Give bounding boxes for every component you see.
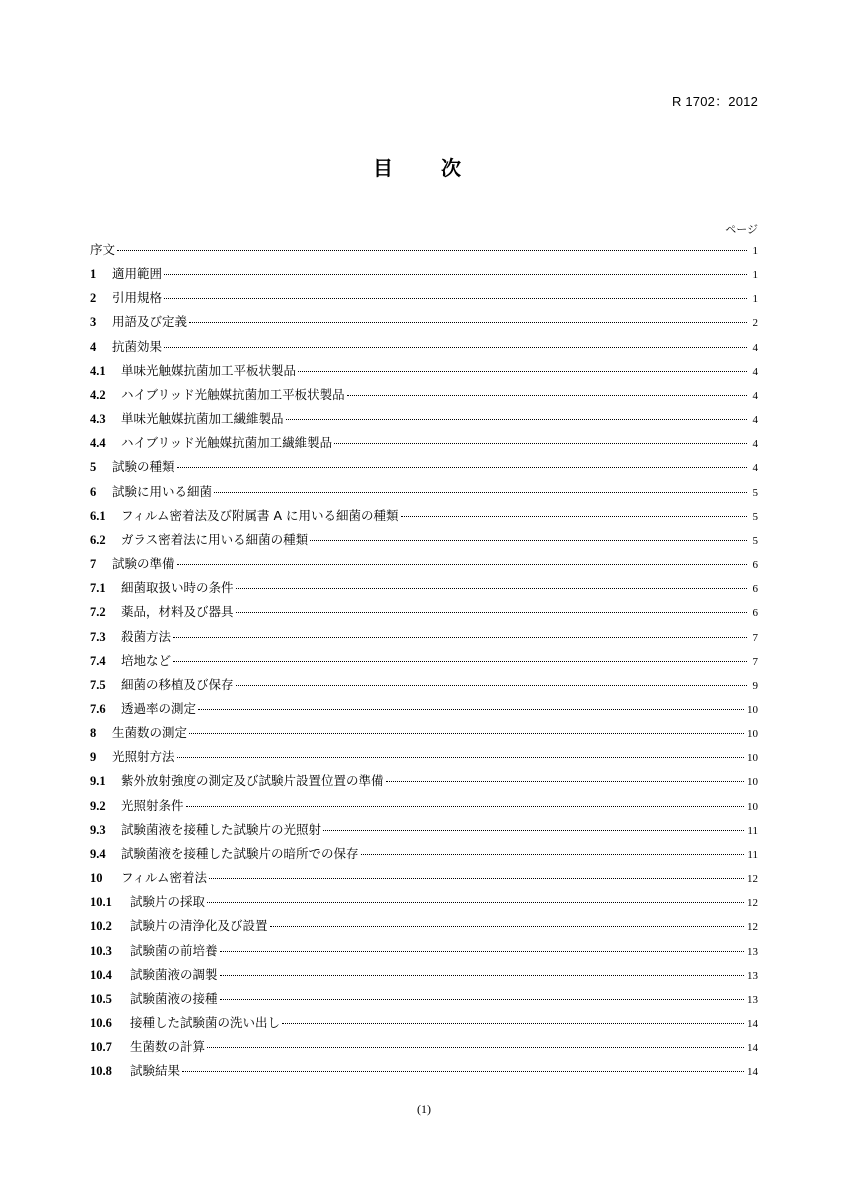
toc-entry-number: 4 (90, 339, 97, 354)
toc-entry-number: 5 (90, 460, 97, 475)
toc-entry-title: 細菌の移植及び保存 (121, 676, 234, 692)
toc-entry-number: 7.4 (90, 653, 106, 668)
toc-entry-title: 試験片の採取 (130, 894, 206, 910)
toc-entry-number: 6.1 (90, 508, 106, 523)
toc-entry-page: 13 (747, 969, 758, 982)
toc-entry-page: 10 (747, 752, 758, 765)
toc-dot-leader (209, 878, 744, 879)
toc-entry-title: 単味光触媒抗菌加工平板状製品 (121, 362, 297, 378)
toc-entry[interactable] (90, 868, 758, 892)
toc-entry-number: 9.3 (90, 822, 106, 837)
toc-entry[interactable] (90, 506, 758, 530)
toc-dot-leader (207, 902, 744, 903)
toc-entry-number: 4.1 (90, 363, 106, 378)
toc-dot-leader (361, 854, 745, 855)
toc-entry-number: 7.2 (90, 605, 106, 620)
toc-dot-leader (182, 1071, 744, 1072)
toc-entry[interactable] (90, 1061, 758, 1085)
toc-entry-page: 4 (752, 462, 758, 475)
toc-entry-page: 6 (752, 607, 758, 620)
toc-entry-title: 試験菌液の接種 (130, 990, 218, 1006)
toc-entry-page: 11 (747, 848, 758, 861)
toc-dot-leader (177, 757, 744, 758)
toc-entry[interactable] (90, 965, 758, 989)
toc-entry-page: 9 (752, 679, 758, 692)
toc-entry[interactable] (90, 820, 758, 844)
toc-entry-title: 序文 (90, 242, 116, 257)
toc-entry-page: 10 (747, 703, 758, 716)
toc-dot-leader (236, 685, 747, 686)
toc-entry[interactable] (90, 675, 758, 699)
toc-entry-page: 4 (752, 341, 758, 354)
toc-entry-page: 2 (752, 317, 758, 330)
toc-entry-number: 10.8 (90, 1064, 112, 1079)
toc-entry-number: 10.4 (90, 967, 112, 982)
toc-entry-number: 6.2 (90, 532, 106, 547)
toc-entry-number: 10 (90, 871, 103, 886)
toc-entry-number: 7.3 (90, 629, 106, 644)
toc-entry-title: 試験菌液を接種した試験片の暗所での保存 (121, 845, 359, 861)
toc-entry-number: 7.1 (90, 581, 106, 596)
toc-dot-leader (220, 999, 744, 1000)
toc-entry[interactable] (90, 385, 758, 409)
toc-entry-title: 試験片の清浄化及び設置 (130, 918, 268, 934)
toc-dot-leader (270, 926, 744, 927)
toc-dot-leader (310, 540, 747, 541)
toc-entry-title: フィルム密着法及び附属書 A に用いる細菌の種類 (121, 507, 399, 523)
toc-entry-title: 引用規格 (112, 290, 163, 306)
toc-entry-number: 7.6 (90, 701, 106, 716)
toc-entry[interactable] (90, 361, 758, 385)
toc-entry[interactable] (90, 457, 758, 481)
toc-dot-leader (177, 564, 747, 565)
toc-entry[interactable] (90, 240, 758, 264)
toc-dot-leader (186, 806, 744, 807)
toc-entry-title: 適用範囲 (112, 266, 163, 282)
toc-dot-leader (189, 322, 747, 323)
toc-dot-leader (198, 709, 744, 710)
table-of-contents (90, 240, 758, 1085)
toc-entry-page: 14 (747, 1042, 758, 1055)
toc-entry-page: 12 (747, 897, 758, 910)
toc-entry-number: 9.4 (90, 846, 106, 861)
toc-entry-page: 10 (747, 728, 758, 741)
toc-entry-page: 7 (752, 631, 758, 644)
toc-dot-leader (177, 467, 747, 468)
toc-entry-page: 14 (747, 1066, 758, 1079)
toc-dot-leader (207, 1047, 744, 1048)
toc-entry-number: 4.3 (90, 412, 106, 427)
toc-entry-page: 7 (752, 655, 758, 668)
toc-entry[interactable] (90, 482, 758, 506)
toc-dot-leader (236, 612, 747, 613)
toc-dot-leader (164, 298, 747, 299)
toc-dot-leader (334, 443, 747, 444)
toc-entry-page: 6 (752, 559, 758, 572)
toc-dot-leader (214, 492, 747, 493)
toc-entry-page: 1 (752, 293, 758, 306)
toc-entry-title: 接種した試験菌の洗い出し (130, 1015, 281, 1030)
toc-dot-leader (164, 347, 747, 348)
toc-entry-number: 10.3 (90, 943, 112, 958)
toc-entry-page: 14 (747, 1018, 758, 1030)
toc-entry-number: 7.5 (90, 677, 106, 692)
toc-entry-title: 試験菌液の調製 (130, 966, 218, 982)
toc-entry-page: 13 (747, 993, 758, 1006)
toc-entry-title: 試験の準備 (112, 556, 175, 572)
toc-entry-title: 試験の種類 (112, 459, 175, 475)
toc-entry-title: 試験に用いる細菌 (112, 483, 213, 499)
toc-entry-number: 2 (90, 291, 97, 306)
toc-entry-title: 生菌数の計算 (130, 1039, 206, 1055)
toc-dot-leader (401, 516, 748, 517)
toc-dot-leader (347, 395, 747, 396)
toc-entry-page: 11 (747, 824, 758, 837)
toc-entry-number: 10.6 (90, 1016, 112, 1030)
toc-entry-number: 9 (90, 750, 97, 765)
toc-entry-number: 4.2 (90, 387, 106, 402)
toc-entry-title: 薬品，材料及び器具 (121, 604, 234, 620)
toc-entry[interactable] (90, 288, 758, 312)
toc-entry-page: 1 (752, 269, 758, 282)
toc-entry[interactable] (90, 1037, 758, 1061)
toc-entry-title: 用語及び定義 (112, 314, 188, 330)
toc-entry-number: 1 (90, 267, 97, 282)
toc-entry[interactable] (90, 796, 758, 820)
page-title: 目 次 (373, 156, 475, 180)
toc-entry[interactable] (90, 602, 758, 626)
standard-code: R 1702：2012 (671, 94, 758, 109)
toc-dot-leader (164, 274, 747, 275)
toc-entry-page: 4 (752, 414, 758, 427)
toc-entry[interactable] (90, 433, 758, 457)
toc-entry-number: 7 (90, 557, 97, 572)
toc-dot-leader (286, 419, 747, 420)
toc-dot-leader (220, 975, 744, 976)
toc-dot-leader (189, 733, 744, 734)
toc-entry[interactable] (90, 989, 758, 1013)
toc-dot-leader (386, 781, 744, 782)
toc-entry-number: 3 (90, 315, 97, 330)
toc-entry-number: 9.1 (90, 774, 106, 789)
toc-entry[interactable] (90, 1013, 758, 1037)
toc-entry[interactable] (90, 651, 758, 675)
toc-entry-page: 5 (752, 534, 758, 547)
toc-entry[interactable] (90, 264, 758, 288)
toc-entry-page: 1 (752, 245, 758, 257)
toc-entry[interactable] (90, 699, 758, 723)
page-column-label: ページ (725, 223, 758, 236)
toc-entry-page: 6 (752, 583, 758, 596)
toc-entry[interactable] (90, 771, 758, 795)
toc-entry-title: 紫外放射強度の測定及び試験片設置位置の準備 (121, 773, 384, 789)
toc-dot-leader (173, 661, 747, 662)
toc-entry[interactable] (90, 578, 758, 602)
toc-entry[interactable] (90, 747, 758, 771)
toc-entry-page: 4 (752, 365, 758, 378)
toc-entry-title: 試験菌の前培養 (130, 942, 218, 958)
toc-entry-title: 透過率の測定 (121, 700, 197, 716)
toc-entry-page: 10 (747, 776, 758, 789)
toc-entry-page: 5 (752, 486, 758, 499)
toc-entry-title: 試験結果 (130, 1063, 181, 1079)
toc-entry-number: 6 (90, 484, 97, 499)
toc-entry-title: 光照射条件 (121, 797, 184, 813)
toc-entry-page: 4 (752, 389, 758, 402)
toc-entry-title: フィルム密着法 (121, 870, 208, 886)
toc-entry-page: 12 (747, 921, 758, 934)
toc-entry[interactable] (90, 530, 758, 554)
toc-entry-number: 10.7 (90, 1040, 112, 1055)
toc-dot-leader (117, 250, 747, 251)
toc-entry-page: 13 (747, 945, 758, 958)
toc-entry[interactable] (90, 941, 758, 965)
toc-entry[interactable] (90, 892, 758, 916)
toc-entry-page: 10 (747, 800, 758, 813)
toc-entry-number: 8 (90, 726, 97, 741)
toc-entry-number: 10.2 (90, 919, 112, 934)
toc-entry-title: ハイブリッド光触媒抗菌加工平板状製品 (121, 386, 345, 402)
toc-dot-leader (282, 1023, 744, 1024)
toc-entry[interactable] (90, 337, 758, 361)
toc-dot-leader (220, 951, 744, 952)
toc-entry-title: 細菌取扱い時の条件 (121, 580, 234, 596)
toc-entry[interactable] (90, 844, 758, 868)
toc-entry-page: 4 (752, 438, 758, 451)
toc-dot-leader (323, 830, 744, 831)
toc-entry[interactable] (90, 312, 758, 336)
toc-entry-title: 光照射方法 (112, 749, 175, 765)
toc-entry-title: ハイブリッド光触媒抗菌加工繊維製品 (121, 435, 333, 451)
toc-entry-page: 5 (752, 510, 758, 523)
toc-entry[interactable] (90, 916, 758, 940)
toc-entry-title: 試験菌液を接種した試験片の光照射 (121, 821, 322, 837)
footer-page-number: (1) (417, 1102, 431, 1116)
toc-entry-title: ガラス密着法に用いる細菌の種類 (121, 531, 309, 547)
toc-entry-title: 抗菌効果 (112, 338, 163, 354)
toc-entry-number: 9.2 (90, 798, 106, 813)
toc-entry-title: 生菌数の測定 (112, 725, 188, 741)
toc-entry-number: 10.5 (90, 991, 112, 1006)
toc-entry[interactable] (90, 554, 758, 578)
toc-dot-leader (236, 588, 747, 589)
toc-dot-leader (298, 371, 747, 372)
toc-entry-number: 4.4 (90, 436, 106, 451)
toc-entry-title: 殺菌方法 (121, 628, 172, 644)
toc-entry-title: 単味光触媒抗菌加工繊維製品 (121, 411, 284, 427)
toc-entry[interactable] (90, 409, 758, 433)
toc-entry[interactable] (90, 723, 758, 747)
toc-entry-title: 培地など (121, 652, 172, 668)
toc-entry-page: 12 (747, 873, 758, 886)
toc-dot-leader (173, 637, 747, 638)
toc-entry-number: 10.1 (90, 895, 112, 910)
toc-entry[interactable] (90, 627, 758, 651)
